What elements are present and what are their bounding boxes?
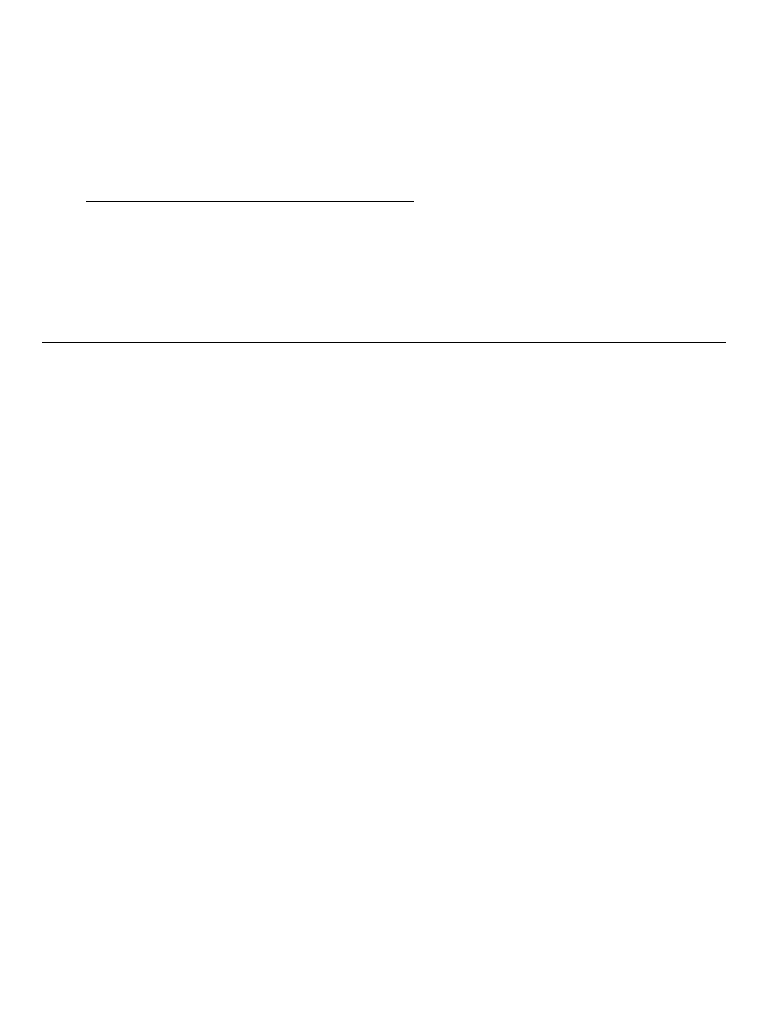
part2-heading: [46, 535, 68, 552]
instruction-3: [68, 272, 90, 289]
section-divider: [42, 342, 726, 343]
instruction-1: [68, 237, 90, 254]
instruction-2: [68, 255, 90, 272]
part1-heading: [46, 361, 68, 378]
instruction-4: [68, 290, 90, 307]
name-field-line: [86, 201, 414, 202]
instruction-5: [68, 307, 90, 324]
